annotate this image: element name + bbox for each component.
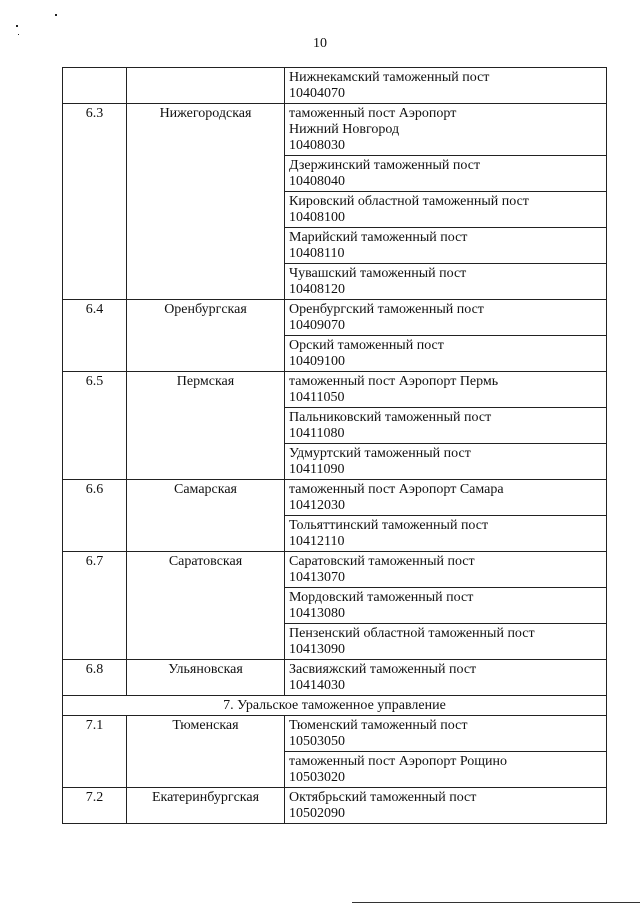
table-row xyxy=(63,480,607,516)
customs-post-code: 10408110 xyxy=(289,246,345,261)
item-number: 7.2 xyxy=(63,788,127,824)
customs-post-code: 10413080 xyxy=(289,606,345,621)
customs-post-code: 10409070 xyxy=(289,318,345,333)
table-row xyxy=(63,372,607,408)
region-name: Нижегородская xyxy=(127,104,285,300)
customs-post-code: 10404070 xyxy=(289,86,345,101)
customs-post-cell xyxy=(285,68,607,104)
customs-post-code: 10412110 xyxy=(289,534,345,549)
customs-post-code: 10413090 xyxy=(289,642,345,657)
item-number: 7.1 xyxy=(63,716,127,788)
customs-post-code: 10408040 xyxy=(289,174,345,189)
region-name: Саратовская xyxy=(127,552,285,660)
customs-post-cell xyxy=(285,228,607,264)
customs-post-code: 10413070 xyxy=(289,570,345,585)
customs-post-name: Мордовский таможенный пост xyxy=(289,590,474,605)
region-name: Самарская xyxy=(127,480,285,552)
item-number xyxy=(63,68,127,104)
customs-post-cell xyxy=(285,788,607,824)
customs-post-name: Тюменский таможенный пост xyxy=(289,718,468,733)
table-row xyxy=(63,68,607,104)
region-name xyxy=(127,68,285,104)
table-row xyxy=(63,552,607,588)
customs-post-cell xyxy=(285,716,607,752)
table-row xyxy=(63,660,607,696)
customs-post-name: Октябрьский таможенный пост xyxy=(289,790,477,805)
customs-post-name: Пальниковский таможенный пост xyxy=(289,410,492,425)
customs-post-name: таможенный пост Аэропорт Самара xyxy=(289,482,504,497)
customs-post-name: Удмуртский таможенный пост xyxy=(289,446,471,461)
customs-post-name: таможенный пост Аэропорт xyxy=(289,106,457,121)
customs-post-cell xyxy=(285,156,607,192)
item-number: 6.4 xyxy=(63,300,127,372)
customs-post-name-line2: Нижний Новгород xyxy=(289,122,400,137)
customs-post-name: таможенный пост Аэропорт Рощино xyxy=(289,754,508,769)
customs-post-cell xyxy=(285,300,607,336)
scan-edge-line xyxy=(352,902,640,903)
region-name: Ульяновская xyxy=(127,660,285,696)
customs-post-name: Нижнекамский таможенный пост xyxy=(289,70,490,85)
customs-post-name: Саратовский таможенный пост xyxy=(289,554,475,569)
customs-post-cell xyxy=(285,588,607,624)
scan-speck xyxy=(55,14,57,16)
customs-post-code: 10503020 xyxy=(289,770,345,785)
customs-post-name: Орский таможенный пост xyxy=(289,338,444,353)
customs-post-cell xyxy=(285,192,607,228)
customs-post-cell xyxy=(285,444,607,480)
customs-post-cell xyxy=(285,104,607,156)
customs-post-code: 10408030 xyxy=(289,138,345,153)
customs-post-cell xyxy=(285,480,607,516)
item-number: 6.7 xyxy=(63,552,127,660)
customs-post-code: 10502090 xyxy=(289,806,345,821)
customs-post-name: Тольяттинский таможенный пост xyxy=(289,518,489,533)
scan-speck xyxy=(16,25,18,27)
customs-post-code: 10408100 xyxy=(289,210,345,225)
customs-post-cell xyxy=(285,336,607,372)
customs-post-cell xyxy=(285,372,607,408)
customs-post-name: Оренбургский таможенный пост xyxy=(289,302,484,317)
customs-post-code: 10412030 xyxy=(289,498,345,513)
customs-post-name: Дзержинский таможенный пост xyxy=(289,158,481,173)
region-name: Екатеринбургская xyxy=(127,788,285,824)
customs-post-name: Чувашский таможенный пост xyxy=(289,266,467,281)
table-row xyxy=(63,300,607,336)
customs-post-name: Пензенский областной таможенный пост xyxy=(289,626,535,641)
table-row xyxy=(63,788,607,824)
customs-post-cell xyxy=(285,552,607,588)
customs-post-code: 10503050 xyxy=(289,734,345,749)
customs-post-code: 10408120 xyxy=(289,282,345,297)
customs-post-cell xyxy=(285,516,607,552)
table-row xyxy=(63,104,607,156)
page-number: 10 xyxy=(313,36,327,51)
region-name: Тюменская xyxy=(127,716,285,788)
customs-post-code: 10411090 xyxy=(289,462,345,477)
customs-post-code: 10414030 xyxy=(289,678,345,693)
item-number: 6.8 xyxy=(63,660,127,696)
customs-post-code: 10409100 xyxy=(289,354,345,369)
item-number: 6.5 xyxy=(63,372,127,480)
region-name: Пермская xyxy=(127,372,285,480)
customs-post-code: 10411050 xyxy=(289,390,345,405)
customs-post-cell xyxy=(285,752,607,788)
section-title: 7. Уральское таможенное управление xyxy=(63,696,607,716)
customs-post-name: Марийский таможенный пост xyxy=(289,230,468,245)
item-number: 6.3 xyxy=(63,104,127,300)
region-name: Оренбургская xyxy=(127,300,285,372)
customs-posts-table xyxy=(62,67,607,824)
customs-post-cell xyxy=(285,408,607,444)
scan-speck xyxy=(18,34,19,35)
customs-post-name: Засвияжский таможенный пост xyxy=(289,662,477,677)
section-row xyxy=(63,696,607,716)
customs-post-name: Кировский областной таможенный пост xyxy=(289,194,529,209)
customs-post-cell xyxy=(285,624,607,660)
item-number: 6.6 xyxy=(63,480,127,552)
customs-post-code: 10411080 xyxy=(289,426,345,441)
customs-post-name: таможенный пост Аэропорт Пермь xyxy=(289,374,499,389)
table-row xyxy=(63,716,607,752)
customs-post-cell xyxy=(285,660,607,696)
customs-post-cell xyxy=(285,264,607,300)
